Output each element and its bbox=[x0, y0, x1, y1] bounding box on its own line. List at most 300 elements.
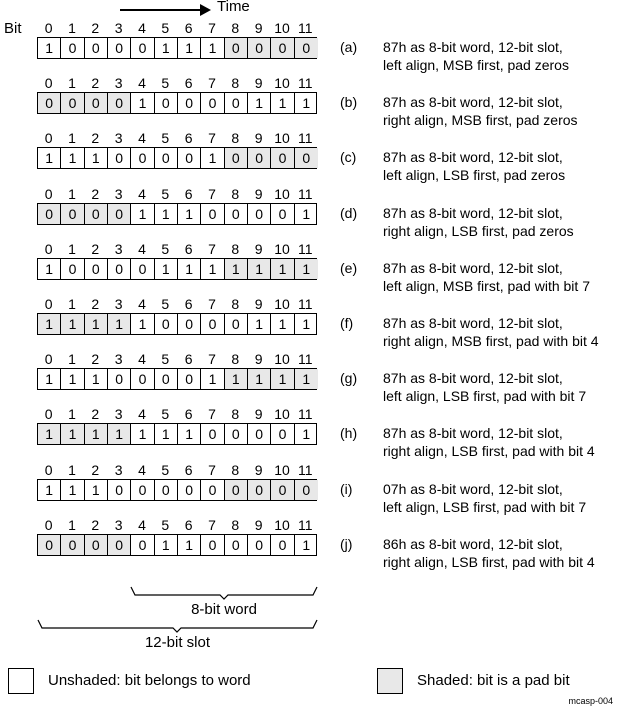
bit-cell: 1 bbox=[155, 424, 178, 444]
bit-index-label: 11 bbox=[298, 130, 313, 147]
bit-cell: 0 bbox=[178, 480, 201, 500]
bit-index-label: 8 bbox=[231, 240, 240, 257]
bit-cell: 1 bbox=[38, 369, 61, 389]
bit-cell: 0 bbox=[271, 148, 294, 168]
bit-index-label: 8 bbox=[231, 351, 240, 368]
bit-index-label: 7 bbox=[208, 296, 216, 312]
bit-index-label: 9 bbox=[254, 296, 263, 312]
bit-cell: 0 bbox=[131, 38, 154, 58]
bit-cell: 0 bbox=[131, 259, 154, 279]
bit-cell: 1 bbox=[271, 314, 294, 334]
legend-item-description bbox=[383, 259, 617, 295]
bit-cell: 1 bbox=[271, 93, 294, 113]
legend-item-tag: (c) bbox=[340, 149, 357, 166]
bit-cell: 0 bbox=[201, 535, 224, 555]
legend-item-tag: (g) bbox=[340, 370, 358, 387]
bit-index-label: 3 bbox=[114, 130, 123, 147]
bit-index-label: 4 bbox=[138, 351, 146, 368]
time-arrow-line bbox=[120, 9, 202, 11]
bit-index-header bbox=[37, 351, 317, 368]
bit-index-label: 2 bbox=[91, 461, 100, 478]
bit-index-label: 8 bbox=[231, 406, 240, 423]
bit-index-label: 0 bbox=[44, 75, 53, 92]
bit-index-label: 5 bbox=[161, 516, 170, 533]
bit-index-label: 3 bbox=[114, 20, 123, 36]
legend-line-2: right align, LSB first, pad zeros bbox=[383, 222, 574, 239]
bit-axis-label: Bit bbox=[4, 20, 22, 37]
bit-cell: 1 bbox=[201, 148, 224, 168]
bit-index-label: 0 bbox=[44, 130, 53, 147]
bit-cell: 0 bbox=[38, 535, 61, 555]
legend-item-description bbox=[383, 38, 617, 74]
bit-index-label: 4 bbox=[138, 296, 146, 312]
bit-index-label: 11 bbox=[298, 406, 313, 423]
legend-line-1: 87h as 8-bit word, 12-bit slot, bbox=[383, 370, 563, 387]
bit-cell-strip bbox=[37, 203, 317, 225]
bit-cell: 0 bbox=[155, 480, 178, 500]
bit-cell: 1 bbox=[178, 204, 201, 224]
legend-item-description bbox=[383, 369, 617, 405]
bit-cell: 0 bbox=[225, 480, 248, 500]
legend-line-1: 87h as 8-bit word, 12-bit slot, bbox=[383, 39, 563, 55]
bit-cell: 1 bbox=[178, 38, 201, 58]
bit-index-label: 11 bbox=[298, 461, 313, 478]
bit-index-label: 5 bbox=[161, 296, 170, 312]
bit-cell: 1 bbox=[38, 38, 61, 58]
bit-index-label: 7 bbox=[208, 240, 216, 257]
bit-cell: 0 bbox=[85, 204, 108, 224]
bit-index-label: 0 bbox=[44, 406, 53, 423]
bit-cell: 0 bbox=[38, 204, 61, 224]
bit-index-label: 3 bbox=[114, 296, 123, 312]
bit-cell: 0 bbox=[131, 535, 154, 555]
bit-cell: 0 bbox=[225, 204, 248, 224]
bit-cell: 0 bbox=[248, 424, 271, 444]
bit-index-label: 9 bbox=[254, 75, 263, 92]
bit-cell: 0 bbox=[225, 148, 248, 168]
bit-index-label: 6 bbox=[184, 20, 193, 36]
bit-index-label: 4 bbox=[138, 461, 146, 478]
bit-index-label: 7 bbox=[208, 351, 216, 368]
bit-cell: 1 bbox=[108, 424, 131, 444]
bit-index-label: 2 bbox=[91, 130, 100, 147]
bit-index-label: 10 bbox=[274, 516, 290, 533]
bit-cell: 0 bbox=[155, 314, 178, 334]
bit-index-label: 4 bbox=[138, 406, 146, 423]
bit-index-header bbox=[37, 241, 317, 258]
bit-cell: 0 bbox=[108, 38, 131, 58]
twelve-bit-slot-brace bbox=[37, 619, 318, 633]
bit-index-header bbox=[37, 20, 317, 37]
bit-index-label: 10 bbox=[274, 20, 290, 36]
bit-index-label: 6 bbox=[184, 130, 193, 147]
bit-row-b bbox=[37, 75, 317, 114]
bit-index-label: 10 bbox=[274, 351, 290, 368]
bit-index-label: 9 bbox=[254, 406, 263, 423]
bit-index-label: 0 bbox=[44, 20, 53, 36]
bit-cell: 1 bbox=[85, 480, 108, 500]
bit-index-label: 4 bbox=[138, 130, 146, 147]
bit-row-e bbox=[37, 241, 317, 280]
legend-line-1: 07h as 8-bit word, 12-bit slot, bbox=[383, 480, 563, 497]
bit-index-label: 0 bbox=[44, 351, 53, 368]
bit-cell: 0 bbox=[61, 93, 84, 113]
legend-line-1: 87h as 8-bit word, 12-bit slot, bbox=[383, 315, 563, 331]
bit-index-label: 2 bbox=[91, 75, 100, 92]
bit-cell: 0 bbox=[155, 369, 178, 389]
bit-cell: 0 bbox=[108, 259, 131, 279]
bit-index-header bbox=[37, 186, 317, 203]
bit-cell: 0 bbox=[225, 93, 248, 113]
time-axis-header bbox=[120, 0, 330, 20]
bit-index-header bbox=[37, 130, 317, 147]
bit-index-label: 5 bbox=[161, 351, 170, 368]
legend-item-tag: (d) bbox=[340, 204, 358, 221]
bit-index-label: 3 bbox=[114, 406, 123, 423]
legend-item-tag: (b) bbox=[340, 94, 358, 111]
bit-index-label: 7 bbox=[208, 75, 216, 92]
bit-row-j bbox=[37, 517, 317, 556]
bit-cell-strip bbox=[37, 147, 317, 169]
bit-index-label: 5 bbox=[161, 461, 170, 478]
bit-cell-strip bbox=[37, 368, 317, 390]
bit-index-label: 1 bbox=[68, 20, 76, 36]
bit-row-d bbox=[37, 186, 317, 225]
bit-cell: 0 bbox=[201, 204, 224, 224]
bit-cell: 1 bbox=[295, 369, 318, 389]
bit-cell: 0 bbox=[201, 314, 224, 334]
bit-cell: 1 bbox=[61, 369, 84, 389]
bit-index-label: 6 bbox=[184, 185, 193, 202]
bit-cell: 1 bbox=[178, 535, 201, 555]
bit-index-label: 11 bbox=[298, 351, 313, 368]
bit-index-label: 2 bbox=[91, 185, 100, 202]
bit-cell: 0 bbox=[178, 148, 201, 168]
bit-index-label: 2 bbox=[91, 240, 100, 257]
bit-index-label: 6 bbox=[184, 406, 193, 423]
legend-line-1: 87h as 8-bit word, 12-bit slot, bbox=[383, 94, 563, 111]
bit-cell: 1 bbox=[38, 314, 61, 334]
bit-index-label: 3 bbox=[114, 516, 123, 533]
bit-cell: 0 bbox=[201, 480, 224, 500]
bit-cell: 0 bbox=[271, 204, 294, 224]
legend-item-description bbox=[383, 148, 617, 184]
legend-line-2: right align, LSB first, pad with bit 4 bbox=[383, 553, 595, 570]
bit-cell: 0 bbox=[178, 369, 201, 389]
bit-cell: 1 bbox=[248, 369, 271, 389]
bit-index-label: 1 bbox=[68, 461, 76, 478]
bit-cell: 0 bbox=[108, 369, 131, 389]
bit-cell: 1 bbox=[295, 259, 318, 279]
bit-cell: 0 bbox=[108, 480, 131, 500]
bit-row-i bbox=[37, 462, 317, 501]
bit-cell: 1 bbox=[38, 480, 61, 500]
bit-index-label: 7 bbox=[208, 516, 216, 533]
bit-cell: 0 bbox=[248, 38, 271, 58]
bit-index-label: 0 bbox=[44, 296, 53, 312]
bit-row-g bbox=[37, 351, 317, 390]
bit-cell: 1 bbox=[302, 426, 311, 443]
bit-cell: 1 bbox=[131, 424, 154, 444]
arrow-right-icon bbox=[200, 4, 211, 16]
bit-cell: 1 bbox=[131, 204, 154, 224]
bit-cell: 1 bbox=[155, 204, 178, 224]
bit-index-label: 6 bbox=[184, 461, 193, 478]
bit-cell-strip bbox=[37, 479, 317, 501]
legend-line-2: left align, LSB first, pad with bit 7 bbox=[383, 388, 587, 405]
bit-cell: 0 bbox=[225, 535, 248, 555]
bit-index-label: 5 bbox=[161, 185, 170, 202]
bit-cell: 0 bbox=[108, 535, 131, 555]
bit-index-label: 1 bbox=[68, 130, 76, 147]
bit-cell: 1 bbox=[302, 536, 311, 553]
bit-cell: 1 bbox=[38, 424, 61, 444]
bit-index-label: 9 bbox=[254, 240, 263, 257]
bit-cell: 1 bbox=[155, 535, 178, 555]
bit-cell: 1 bbox=[201, 369, 224, 389]
bit-cell: 0 bbox=[85, 535, 108, 555]
legend-line-2: right align, MSB first, pad zeros bbox=[383, 112, 578, 129]
unshaded-swatch bbox=[8, 668, 34, 694]
bit-cell: 0 bbox=[271, 535, 294, 555]
bit-index-label: 3 bbox=[114, 461, 123, 478]
bit-cell: 1 bbox=[155, 259, 178, 279]
bit-cell: 1 bbox=[38, 148, 61, 168]
time-axis-label: Time bbox=[217, 0, 250, 15]
bit-cell: 0 bbox=[295, 38, 318, 58]
bit-cell: 1 bbox=[302, 316, 311, 332]
bit-cell-strip bbox=[37, 534, 317, 556]
bit-index-label: 7 bbox=[208, 20, 216, 36]
bit-index-label: 5 bbox=[161, 75, 170, 92]
bit-index-label: 10 bbox=[274, 185, 290, 202]
bit-cell: 0 bbox=[61, 204, 84, 224]
bit-row-c bbox=[37, 130, 317, 169]
bit-index-header bbox=[37, 75, 317, 92]
bit-cell: 1 bbox=[85, 148, 108, 168]
bit-index-label: 10 bbox=[274, 240, 290, 257]
legend-item-description bbox=[383, 424, 617, 460]
bit-cell: 1 bbox=[248, 93, 271, 113]
bit-index-label: 2 bbox=[91, 20, 100, 36]
bit-cell: 1 bbox=[61, 480, 84, 500]
bit-index-label: 11 bbox=[298, 75, 313, 92]
bit-index-label: 0 bbox=[44, 240, 53, 257]
bit-cell: 1 bbox=[302, 205, 311, 222]
bit-index-label: 2 bbox=[91, 406, 100, 423]
bit-index-label: 6 bbox=[184, 240, 193, 257]
bit-cell: 1 bbox=[225, 369, 248, 389]
bit-cell: 1 bbox=[225, 259, 248, 279]
bit-index-label: 9 bbox=[254, 185, 263, 202]
shaded-key-label: Shaded: bit is a pad bit bbox=[417, 672, 570, 689]
bit-index-label: 1 bbox=[68, 351, 76, 368]
bit-cell: 0 bbox=[85, 259, 108, 279]
bit-cell: 0 bbox=[108, 93, 131, 113]
bit-cell: 0 bbox=[61, 38, 84, 58]
bit-cell-strip bbox=[37, 313, 317, 335]
bit-cell: 1 bbox=[38, 259, 61, 279]
legend-line-2: left align, LSB first, pad with bit 7 bbox=[383, 498, 587, 515]
document-id: mcasp-004 bbox=[568, 696, 613, 706]
bit-index-label: 4 bbox=[138, 516, 146, 533]
bit-cell-strip bbox=[37, 258, 317, 280]
bit-index-label: 0 bbox=[44, 461, 53, 478]
bit-index-label: 8 bbox=[231, 20, 240, 36]
bit-index-label: 7 bbox=[208, 185, 216, 202]
bit-index-label: 8 bbox=[231, 516, 240, 533]
legend-item-tag: (e) bbox=[340, 259, 358, 276]
bit-index-label: 11 bbox=[298, 296, 313, 312]
legend-item-tag: (i) bbox=[340, 480, 353, 497]
bit-index-label: 8 bbox=[231, 296, 240, 312]
bit-cell: 0 bbox=[225, 314, 248, 334]
legend-line-2: right align, MSB first, pad with bit 4 bbox=[383, 333, 599, 349]
bit-cell: 0 bbox=[201, 424, 224, 444]
bit-index-label: 9 bbox=[254, 461, 263, 478]
bit-index-label: 1 bbox=[68, 75, 76, 92]
bit-index-label: 6 bbox=[184, 75, 193, 92]
bit-row-f bbox=[37, 296, 317, 335]
bit-index-label: 3 bbox=[114, 240, 123, 257]
bit-cell: 1 bbox=[61, 314, 84, 334]
bit-cell: 0 bbox=[225, 38, 248, 58]
bit-cell: 1 bbox=[248, 314, 271, 334]
bit-cell: 1 bbox=[131, 93, 154, 113]
bit-cell: 0 bbox=[38, 93, 61, 113]
bit-index-label: 10 bbox=[274, 406, 290, 423]
bit-cell: 0 bbox=[295, 148, 318, 168]
bit-cell: 0 bbox=[61, 259, 84, 279]
legend-item-tag: (a) bbox=[340, 39, 358, 55]
legend-line-1: 87h as 8-bit word, 12-bit slot, bbox=[383, 259, 563, 276]
bit-index-label: 8 bbox=[231, 130, 240, 147]
bit-cell: 1 bbox=[248, 259, 271, 279]
bit-index-label: 9 bbox=[254, 130, 263, 147]
bit-index-label: 10 bbox=[274, 461, 290, 478]
bit-cell: 1 bbox=[61, 424, 84, 444]
bit-index-label: 0 bbox=[44, 185, 53, 202]
bit-cell: 0 bbox=[178, 314, 201, 334]
legend-item-tag: (j) bbox=[340, 535, 353, 552]
bit-cell-strip bbox=[37, 423, 317, 445]
shading-key bbox=[0, 668, 617, 698]
bit-index-label: 5 bbox=[161, 130, 170, 147]
bit-cell-strip bbox=[37, 92, 317, 114]
bit-cell: 1 bbox=[271, 259, 294, 279]
legend-item-description bbox=[383, 93, 617, 129]
bit-index-header bbox=[37, 517, 317, 534]
legend-line-1: 87h as 8-bit word, 12-bit slot, bbox=[383, 425, 563, 442]
legend-line-1: 87h as 8-bit word, 12-bit slot, bbox=[383, 204, 563, 221]
shaded-swatch bbox=[377, 668, 403, 694]
bit-index-label: 3 bbox=[114, 351, 123, 368]
bit-index-label: 6 bbox=[184, 516, 193, 533]
bit-index-label: 5 bbox=[161, 240, 170, 257]
bit-index-label: 8 bbox=[231, 75, 240, 92]
bit-index-label: 0 bbox=[44, 516, 53, 533]
bit-cell: 0 bbox=[248, 148, 271, 168]
bit-cell: 0 bbox=[61, 535, 84, 555]
bit-cell: 1 bbox=[108, 314, 131, 334]
legend-line-2: right align, LSB first, pad with bit 4 bbox=[383, 443, 595, 460]
bit-index-label: 8 bbox=[231, 185, 240, 202]
bit-index-label: 7 bbox=[208, 130, 216, 147]
bit-row-a bbox=[37, 20, 317, 59]
bit-index-label: 7 bbox=[208, 461, 216, 478]
bit-index-header bbox=[37, 296, 317, 313]
bit-cell: 1 bbox=[85, 314, 108, 334]
bit-cell: 0 bbox=[248, 480, 271, 500]
bit-index-label: 11 bbox=[298, 20, 313, 36]
legend-line-2: left align, MSB first, pad zeros bbox=[383, 57, 569, 73]
eight-bit-word-label: 8-bit word bbox=[191, 601, 257, 618]
bit-cell: 0 bbox=[178, 93, 201, 113]
bit-cell: 0 bbox=[155, 148, 178, 168]
bit-cell: 0 bbox=[155, 93, 178, 113]
bit-index-label: 1 bbox=[68, 185, 76, 202]
bit-index-header bbox=[37, 406, 317, 423]
bit-index-label: 2 bbox=[91, 351, 100, 368]
legend-line-2: left align, LSB first, pad zeros bbox=[383, 167, 566, 184]
bit-cell: 0 bbox=[248, 535, 271, 555]
legend-line-1: 87h as 8-bit word, 12-bit slot, bbox=[383, 149, 563, 166]
bit-index-label: 10 bbox=[274, 75, 290, 92]
bit-index-label: 2 bbox=[91, 516, 100, 533]
bit-index-label: 4 bbox=[138, 75, 146, 92]
bit-cell: 1 bbox=[302, 95, 311, 112]
bit-cell: 0 bbox=[85, 38, 108, 58]
bit-cell-strip bbox=[37, 37, 317, 59]
bit-index-label: 1 bbox=[68, 296, 76, 312]
bit-index-label: 1 bbox=[68, 240, 76, 257]
bit-index-label: 9 bbox=[254, 351, 263, 368]
bit-cell: 1 bbox=[85, 424, 108, 444]
bit-cell: 0 bbox=[131, 369, 154, 389]
bit-index-label: 4 bbox=[138, 240, 146, 257]
bit-cell: 1 bbox=[155, 38, 178, 58]
bit-index-label: 3 bbox=[114, 185, 123, 202]
bit-cell: 0 bbox=[131, 480, 154, 500]
bit-cell: 0 bbox=[271, 480, 294, 500]
bit-index-label: 6 bbox=[184, 351, 193, 368]
bit-index-label: 5 bbox=[161, 406, 170, 423]
bit-index-label: 1 bbox=[68, 516, 76, 533]
legend-item-description bbox=[383, 204, 617, 240]
bit-index-label: 4 bbox=[138, 185, 146, 202]
eight-bit-word-brace bbox=[130, 586, 318, 600]
bit-cell: 1 bbox=[61, 148, 84, 168]
bit-index-label: 5 bbox=[161, 20, 170, 36]
bit-index-label: 3 bbox=[114, 75, 123, 92]
legend-item-description bbox=[383, 535, 617, 571]
bit-index-label: 7 bbox=[208, 406, 216, 423]
bit-cell: 0 bbox=[108, 204, 131, 224]
bit-cell: 1 bbox=[178, 424, 201, 444]
bit-row-h bbox=[37, 406, 317, 445]
bit-cell: 0 bbox=[271, 424, 294, 444]
bit-cell: 0 bbox=[248, 204, 271, 224]
bit-index-label: 8 bbox=[231, 461, 240, 478]
bit-cell: 1 bbox=[131, 314, 154, 334]
bit-cell: 1 bbox=[201, 259, 224, 279]
bit-cell: 0 bbox=[201, 93, 224, 113]
bit-cell: 0 bbox=[85, 93, 108, 113]
legend-line-1: 86h as 8-bit word, 12-bit slot, bbox=[383, 535, 563, 552]
bit-index-label: 4 bbox=[138, 20, 146, 36]
legend-item-description bbox=[383, 314, 617, 350]
bit-cell: 1 bbox=[85, 369, 108, 389]
